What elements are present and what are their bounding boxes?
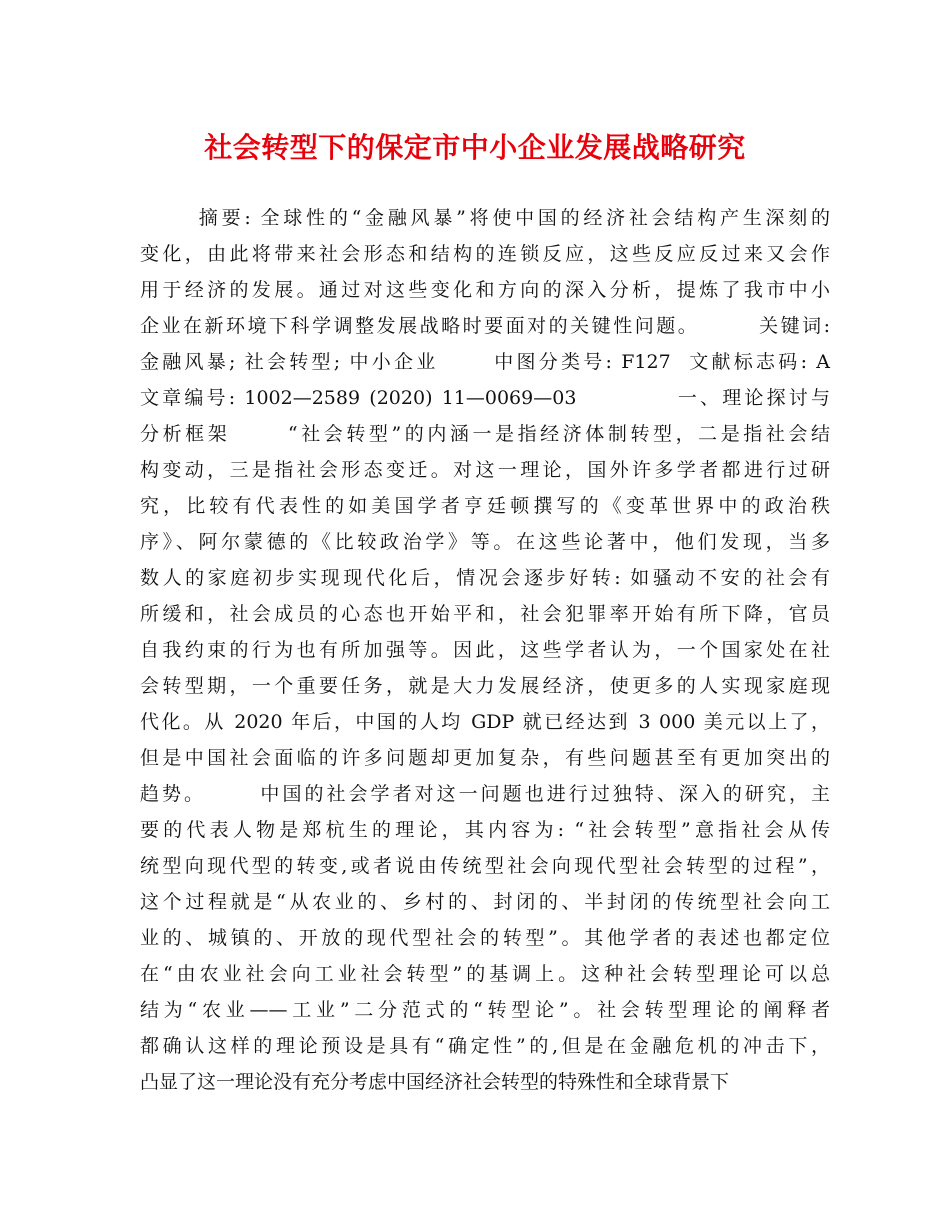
body-line: 这个过程就是“从农业的、乡村的、封闭的、半封闭的传统型社会向工 <box>140 891 830 913</box>
body-line: 要的代表人物是郑杭生的理论，其内容为: “社会转型”意指社会从传 <box>140 819 830 841</box>
body-line: 文章编号: 1002—2589 (2020) 11—0069—03 一、理论探讨与 <box>140 387 830 409</box>
document-body <box>140 200 830 1100</box>
body-line: 数人的家庭初步实现现代化后，情况会逐步好转: 如骚动不安的社会有 <box>140 567 830 589</box>
body-line: 分析框架 “社会转型”的内涵一是指经济体制转型，二是指社会结 <box>140 423 830 445</box>
body-line: 趋势。 中国的社会学者对这一问题也进行过独特、深入的研究，主 <box>140 783 830 805</box>
body-line: 业的、城镇的、开放的现代型社会的转型”。其他学者的表述也都定位 <box>140 927 830 949</box>
body-line: 在“由农业社会向工业社会转型”的基调上。这种社会转型理论可以总 <box>140 963 830 985</box>
body-line: 金融风暴; 社会转型; 中小企业 中图分类号: F127 文献标志码: A <box>140 351 830 373</box>
body-line: 究，比较有代表性的如美国学者亨廷顿撰写的《变革世界中的政治秩 <box>140 495 830 517</box>
document-title: 社会转型下的保定市中小企业发展战略研究 <box>204 131 746 164</box>
body-line: 所缓和，社会成员的心态也开始平和，社会犯罪率开始有所下降，官员 <box>140 603 830 625</box>
body-line: 凸显了这一理论没有充分考虑中国经济社会转型的特殊性和全球背景下 <box>140 1071 730 1093</box>
body-line: 摘要: 全球性的“金融风暴”将使中国的经济社会结构产生深刻的 <box>140 207 830 229</box>
body-line: 自我约束的行为也有所加强等。因此，这些学者认为，一个国家处在社 <box>140 639 830 661</box>
body-line: 代化。从 2020 年后，中国的人均 GDP 就已经达到 3 000 美元以上了， <box>140 711 830 733</box>
body-line: 结为“农业——工业”二分范式的“转型论”。社会转型理论的阐释者 <box>140 999 830 1021</box>
body-line: 但是中国社会面临的许多问题却更加复杂，有些问题甚至有更加突出的 <box>140 747 830 769</box>
body-line: 都确认这样的理论预设是具有“确定性”的,但是在金融危机的冲击下， <box>140 1035 830 1057</box>
body-line: 用于经济的发展。通过对这些变化和方向的深入分析，提炼了我市中小 <box>140 279 830 301</box>
body-line: 变化，由此将带来社会形态和结构的连锁反应，这些反应反过来又会作 <box>140 243 830 265</box>
body-line: 构变动，三是指社会形态变迁。对这一理论，国外许多学者都进行过研 <box>140 459 830 481</box>
body-line: 会转型期，一个重要任务，就是大力发展经济，使更多的人实现家庭现 <box>140 675 830 697</box>
body-line: 统型向现代型的转变,或者说由传统型社会向现代型社会转型的过程”， <box>140 855 830 877</box>
body-line: 企业在新环境下科学调整发展战略时要面对的关键性问题。 关键词: <box>140 315 830 337</box>
body-line: 序》、阿尔蒙德的《比较政治学》等。在这些论著中，他们发现，当多 <box>140 531 830 553</box>
